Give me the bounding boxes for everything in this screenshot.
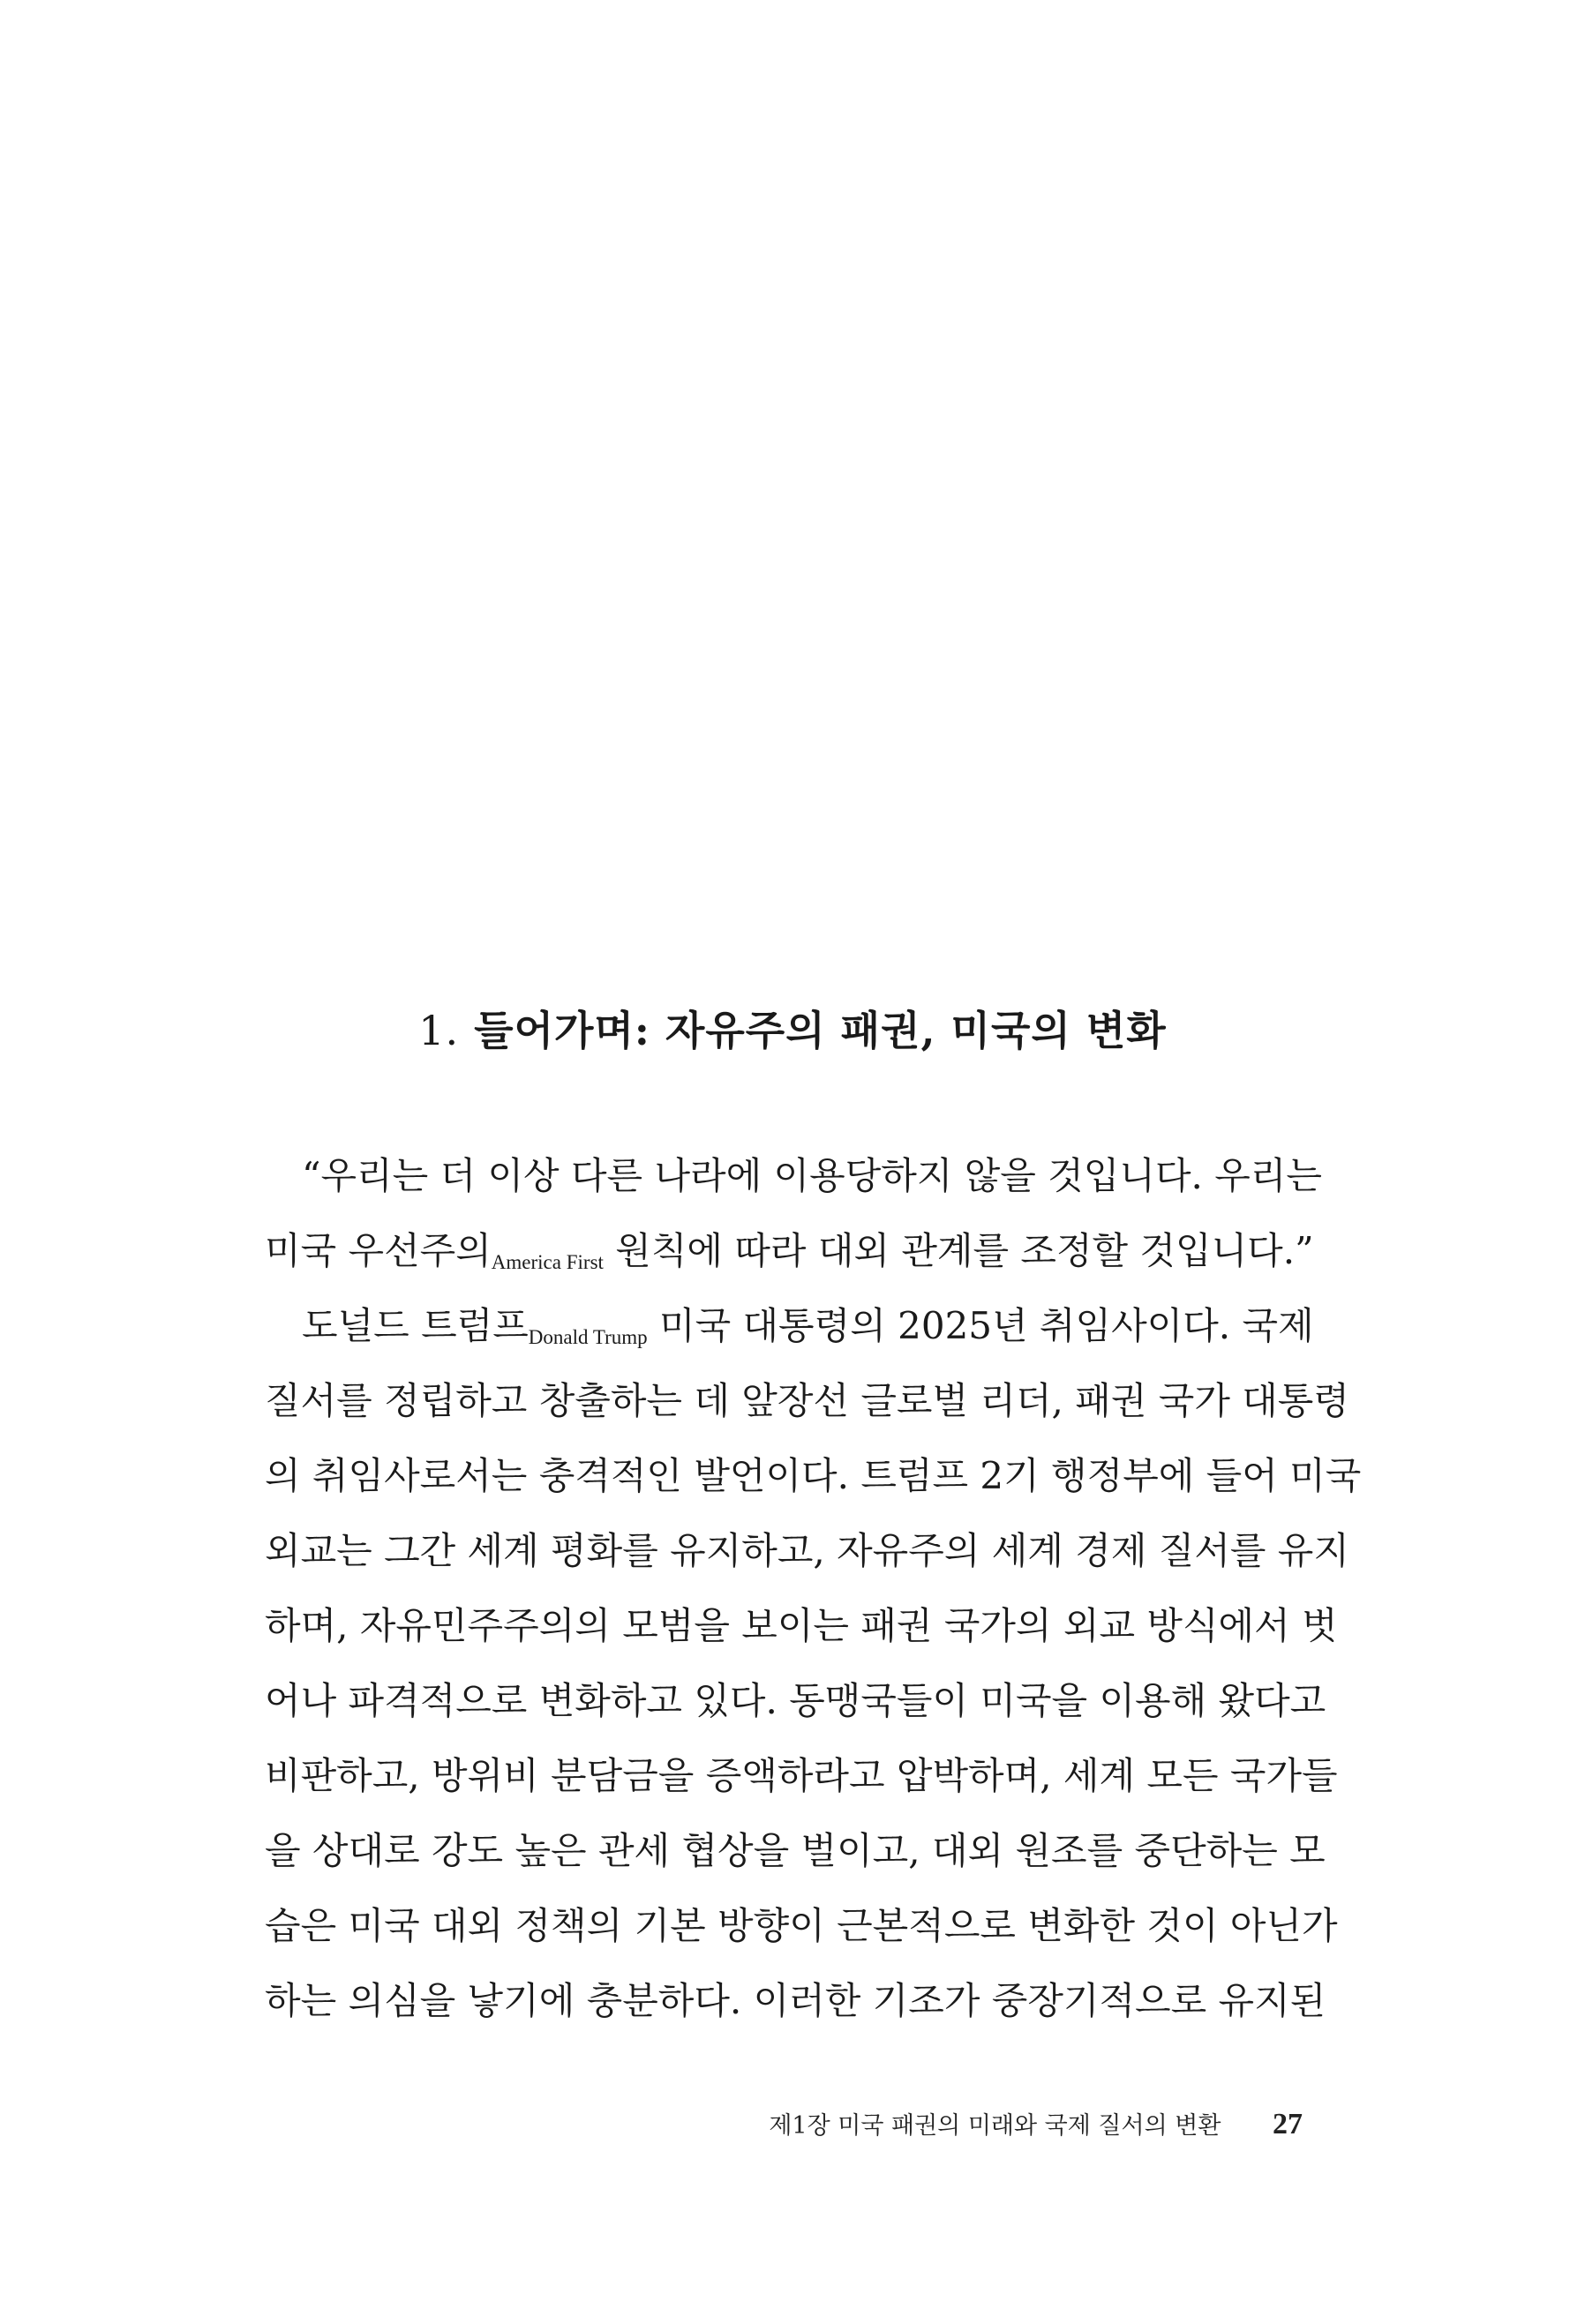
text-line — [265, 1288, 1314, 1363]
text-segment: 어나 파격적으로 변화하고 있다. 동맹국들이 미국을 이용해 왔다고 — [265, 1679, 1326, 1722]
body-text — [265, 1138, 1362, 2038]
text-line — [265, 1963, 1326, 2038]
section-title-text: 들어가며: 자유주의 패권, 미국의 변화 — [474, 1007, 1167, 1054]
text-line — [265, 1813, 1326, 1888]
text-segment: 외교는 그간 세계 평화를 유지하고, 자유주의 세계 경제 질서를 유지 — [265, 1529, 1349, 1572]
text-segment: 하며, 자유민주주의의 모범을 보이는 패권 국가의 외교 방식에서 벗 — [265, 1604, 1338, 1647]
text-line — [265, 1888, 1338, 1963]
section-heading — [265, 991, 1320, 1070]
text-segment: 원칙에 따라 대외 관계를 조정할 것입니다.” — [603, 1229, 1314, 1272]
text-segment: 습은 미국 대외 정책의 기본 방향이 근본적으로 변화한 것이 아닌가 — [265, 1904, 1338, 1947]
text-line — [265, 1138, 1322, 1213]
text-segment: “우리는 더 이상 다른 나라에 이용당하지 않을 것입니다. 우리는 — [302, 1154, 1322, 1197]
text-segment: 하는 의심을 낳기에 충분하다. 이러한 기조가 중장기적으로 유지된 — [265, 1979, 1326, 2022]
chapter-title: 제1장 미국 패권의 미래와 국제 질서의 변환 — [769, 2112, 1221, 2140]
english-gloss: Donald Trump — [528, 1326, 648, 1348]
text-line — [265, 1213, 1314, 1288]
text-line — [265, 1363, 1349, 1438]
text-line — [265, 1663, 1326, 1738]
page-number: 27 — [1273, 2108, 1303, 2140]
text-segment: 의 취임사로서는 충격적인 발언이다. 트럼프 2기 행정부에 들어 미국 — [265, 1454, 1362, 1497]
text-segment: 질서를 정립하고 창출하는 데 앞장선 글로벌 리더, 패권 국가 대통령 — [265, 1379, 1349, 1422]
section-number: 1. — [418, 1007, 460, 1054]
text-segment: 미국 우선주의 — [265, 1229, 492, 1272]
english-gloss: America First — [491, 1251, 604, 1273]
text-line — [265, 1588, 1338, 1663]
text-segment: 을 상대로 강도 높은 관세 협상을 벌이고, 대외 원조를 중단하는 모 — [265, 1829, 1326, 1872]
text-line — [265, 1438, 1362, 1513]
text-segment: 비판하고, 방위비 분담금을 증액하라고 압박하며, 세계 모든 국가들 — [265, 1754, 1338, 1797]
text-segment: 미국 대통령의 2025년 취임사이다. 국제 — [647, 1304, 1314, 1347]
text-line — [265, 1513, 1349, 1588]
running-footer — [769, 2098, 1303, 2151]
text-segment: 도널드 트럼프 — [302, 1304, 529, 1347]
text-line — [265, 1738, 1338, 1813]
